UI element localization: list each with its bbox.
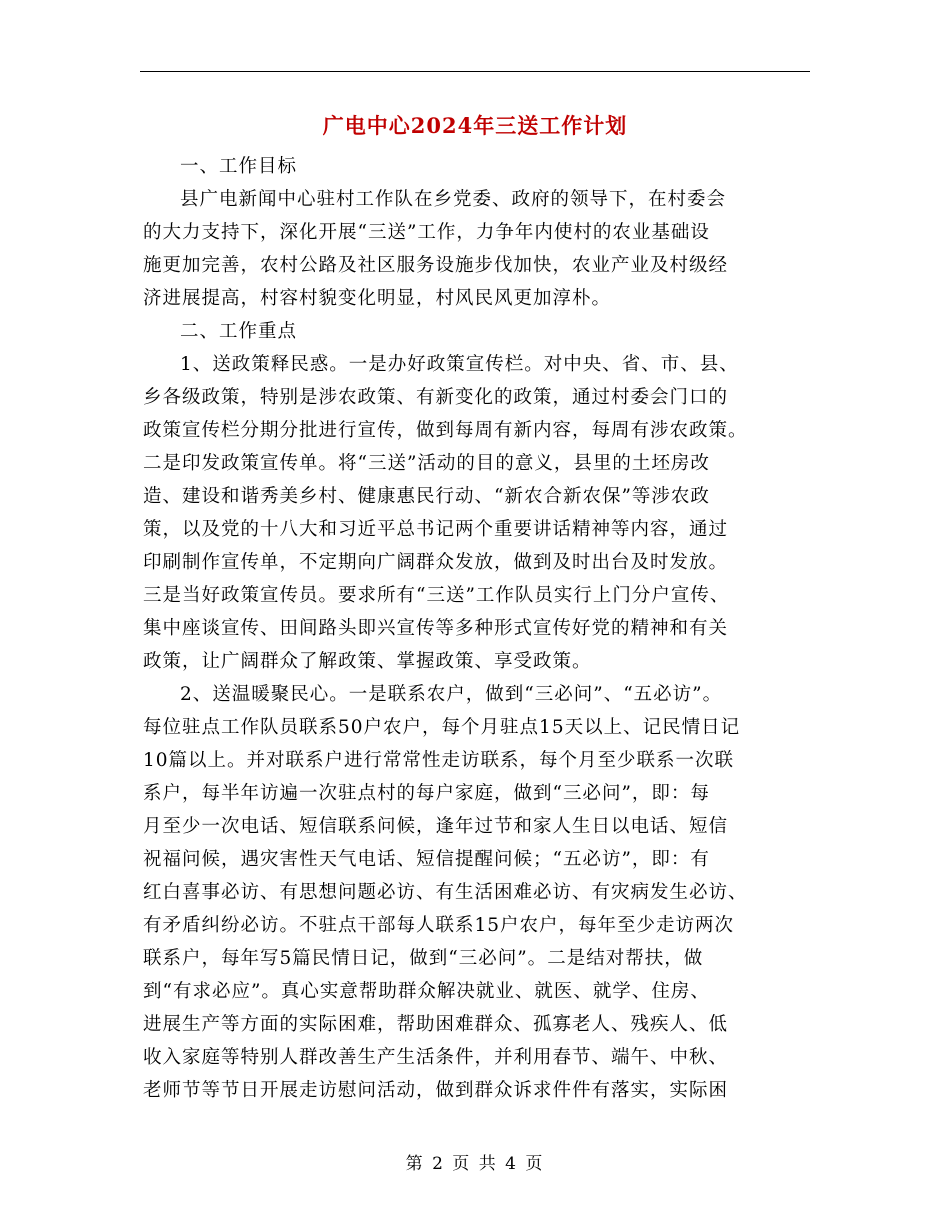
section-heading-goals: 一、工作目标	[180, 156, 298, 177]
paragraph-line: 每位驻点工作队员联系50户农户，每个月驻点15天以上、记民情日记	[143, 717, 741, 738]
section-heading-focus: 二、工作重点	[180, 321, 298, 342]
paragraph-line: 月至少一次电话、短信联系问候，逢年过节和家人生日以电话、短信	[143, 816, 729, 837]
paragraph-line: 进展生产等方面的实际困难，帮助困难群众、孤寡老人、残疾人、低	[143, 1014, 729, 1035]
paragraph-line: 10篇以上。并对联系户进行常常性走访联系，每个月至少联系一次联	[143, 750, 735, 771]
paragraph-line: 红白喜事必访、有思想问题必访、有生活困难必访、有灾病发生必访、	[143, 882, 748, 903]
page-number-footer: 第 2 页 共 4 页	[405, 1154, 545, 1174]
paragraph-line: 三是当好政策宣传员。要求所有“三送”工作队员实行上门分户宣传、	[143, 585, 730, 606]
paragraph-line: 策，以及党的十八大和习近平总书记两个重要讲话精神等内容，通过	[143, 519, 729, 540]
paragraph-line: 政策，让广阔群众了解政策、掌握政策、享受政策。	[143, 651, 592, 672]
paragraph-line: 收入家庭等特别人群改善生产生活条件，并利用春节、端午、中秋、	[143, 1047, 729, 1068]
paragraph-line: 二是印发政策宣传单。将“三送”活动的目的意义，县里的土坯房改	[143, 453, 710, 474]
paragraph-line: 系户，每半年访遍一次驻点村的每户家庭，做到“三必问”，即：每	[143, 783, 710, 804]
paragraph-line: 2、送温暖聚民心。一是联系农户，做到“三必问”、“五必访”。	[180, 684, 723, 705]
paragraph-line: 政策宣传栏分期分批进行宣传，做到每周有新内容，每周有涉农政策。	[143, 420, 748, 441]
paragraph-line: 造、建设和谐秀美乡村、健康惠民行动、“新农合新农保”等涉农政	[143, 486, 710, 507]
paragraph-line: 祝福问候，遇灾害性天气电话、短信提醒问候；“五必访”，即：有	[143, 849, 710, 870]
paragraph-line: 1、送政策释民惑。一是办好政策宣传栏。对中央、省、市、县、	[180, 354, 739, 375]
paragraph-line: 的大力支持下，深化开展“三送”工作，力争年内使村的农业基础设	[143, 222, 710, 243]
paragraph-line: 乡各级政策，特别是涉农政策、有新变化的政策，通过村委会门口的	[143, 387, 729, 408]
paragraph-line: 济进展提高，村容村貌变化明显，村风民风更加淳朴。	[143, 288, 612, 309]
paragraph-line: 施更加完善，农村公路及社区服务设施步伐加快，农业产业及村级经	[143, 255, 729, 276]
paragraph-line: 到“有求必应”。真心实意帮助群众解决就业、就医、就学、住房、	[143, 981, 710, 1002]
document-title: 广电中心2024年三送工作计划	[322, 113, 628, 138]
paragraph-line: 印刷制作宣传单，不定期向广阔群众发放，做到及时出台及时发放。	[143, 552, 729, 573]
paragraph-line: 县广电新闻中心驻村工作队在乡党委、政府的领导下，在村委会	[180, 189, 727, 210]
paragraph-line: 联系户，每年写5篇民情日记，做到“三必问”。二是结对帮扶，做	[143, 948, 704, 969]
paragraph-line: 有矛盾纠纷必访。不驻点干部每人联系15户农户，每年至少走访两次	[143, 915, 735, 936]
header-rule	[140, 71, 810, 72]
paragraph-line: 老师节等节日开展走访慰问活动，做到群众诉求件件有落实，实际困	[143, 1080, 729, 1101]
paragraph-line: 集中座谈宣传、田间路头即兴宣传等多种形式宣传好党的精神和有关	[143, 618, 729, 639]
